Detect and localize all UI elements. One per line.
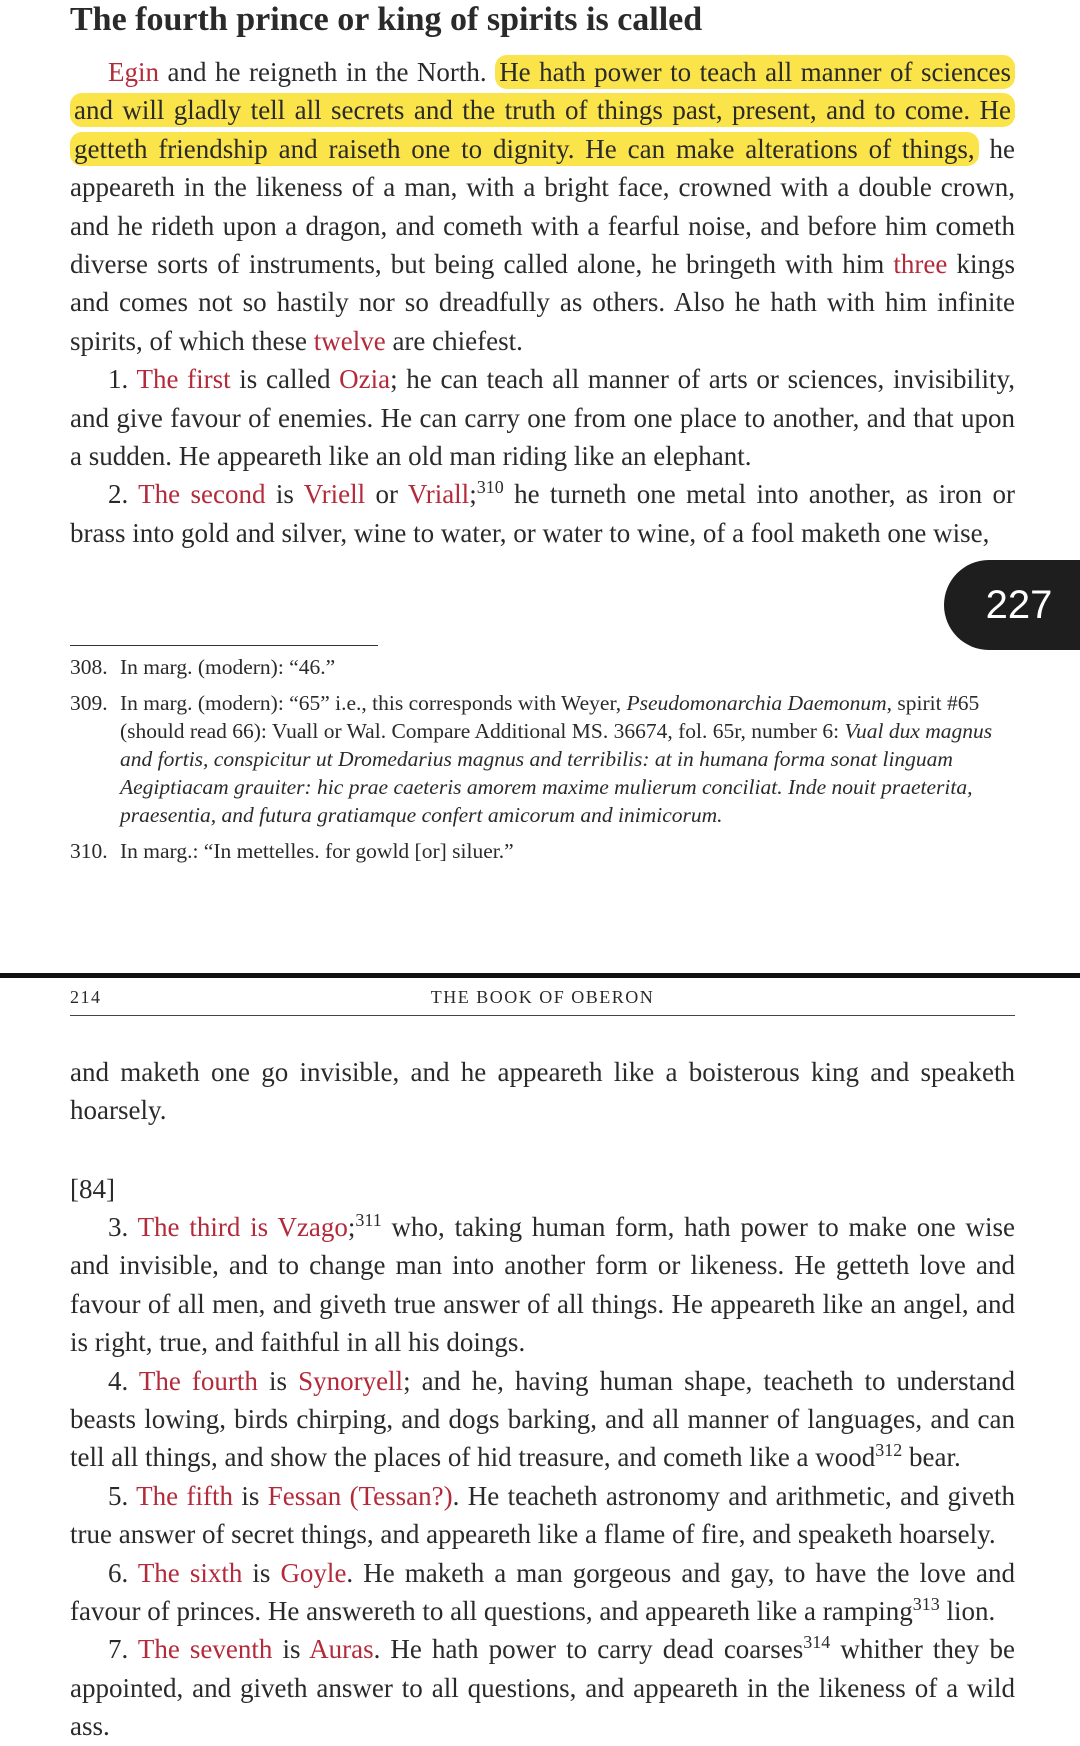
bottom-body-text [70, 1208, 1015, 1746]
list-item: 5. The fifth is Fessan (Tessan?). He teacheth astronomy and arithmetic, and giveth true answer of secret things, and appeareth like a flame of fire, and speaketh hoarsely. [70, 1480, 1016, 1550]
page-divider [0, 973, 1080, 978]
footnote-308: 308. In marg. (modern): “46.” [70, 655, 336, 679]
ordinal-link[interactable]: The first [136, 364, 231, 395]
list-item: 6. The sixth is Goyle. He maketh a man gorgeous and gay, to have the love and favour of princes. He answereth to all questions, and appeareth like a ramping$^{313}$ lion. [70, 1557, 1015, 1627]
paragraph-egin: Egin and he reigneth in the North. He hath power to teach all manner of sciences and will gladly tell all secrets and the truth of things past, present, and to come. He getteth friendship and raiseth one to dignity. He can make alterations of things, he appeareth in the likeness of a man, with a bright face, crowned with a double crown, and he rideth upon a dragon, and cometh with a fearful noise, and before him cometh diverse sorts of instruments, but being called alone, he bringeth with him three kings and comes not so hastily nor so dreadfully as others. Also he hath with him infinite spirits, of which these twelve are chiefest. [70, 57, 1016, 356]
top-body-text [70, 53, 1015, 552]
book-title: THE BOOK OF OBERON [430, 987, 655, 1007]
list-item: 3. The third is Vzago;$^{311}$ who, taking human form, hath power to make one wise and invisible, and to change man into another form or likeness. He getteth love and favour of all men, and giveth true answer of all things. He appeareth like an angel, and is right, true, and faithful in all his doings. [70, 1210, 1016, 1358]
highlighted-text[interactable]: He hath power to teach all manner of sciences and will gladly tell all secrets and the truth of things past, present, and to come. He getteth friendship and raiseth one to dignity. He can make alterations of things, [70, 55, 1015, 166]
list-item: 2. The second is Vriell or Vriall;$^{310}$ he turneth one metal into another, as iron or brass into gold and silver, wine to water, or water to wine, of a fool maketh one wise, [70, 477, 1016, 548]
continuation-paragraph: and maketh one go invisible, and he appeareth like a boisterous king and speaketh hoarsely. [70, 1057, 1015, 1126]
running-head [70, 985, 1015, 1013]
footnote-ref[interactable]: 312 [875, 1440, 903, 1461]
spirit-name-link[interactable]: Ozia [339, 364, 391, 395]
ordinal-link[interactable]: The seventh [137, 1634, 273, 1665]
footnote-ref[interactable]: 314 [803, 1632, 831, 1653]
chapter-heading: The fourth prince or king of spirits is called [70, 1, 703, 38]
ordinal-link[interactable]: The third [137, 1212, 241, 1242]
footnote-ref[interactable]: 310 [476, 477, 504, 498]
ordinal-link[interactable]: The fourth [138, 1365, 258, 1396]
spirit-name-link[interactable]: Goyle [280, 1557, 347, 1588]
spirit-name-link[interactable]: Vriall [407, 479, 470, 510]
ordinal-link[interactable]: The second [138, 479, 266, 510]
spirit-name-link[interactable]: Egin [108, 57, 159, 87]
number-link-twelve[interactable]: twelve [313, 325, 386, 356]
footnote-310: 310. In marg.: “In mettelles. for gowld [or] siluer.” [70, 839, 514, 863]
spirit-name-link[interactable]: Vriell [303, 479, 366, 510]
list-item: 7. The seventh is Auras. He hath power to carry dead coarses$^{314}$ whither they be appointed, and giveth answer to all questions, and appeareth in the likeness of a wild ass. [70, 1632, 1015, 1742]
footnote-ref[interactable]: 313 [912, 1594, 940, 1615]
bottom-continuation [70, 1053, 1015, 1130]
section-marker: [84] [70, 1174, 115, 1204]
spirit-name-link[interactable]: Vzago [277, 1212, 348, 1242]
spirit-name-link[interactable]: Synoryell [298, 1365, 404, 1396]
spirit-name-link[interactable]: Auras [309, 1634, 374, 1665]
footnote-309: 309. In marg. (modern): “65” i.e., this corresponds with Weyer, Pseudomonarchia Daemonum, spirit #65 (should read 66): Vuall or Wal. Compare Additional MS. 36674, fol. 65r, number 6: Vual dux magnus and fortis, conspicitur ut Dromedarius magnus and terribilis: at in humana forma sonat linguam Aegiptiacam grauiter: hic prae caeteris amorem maxime mulierum conciliat. Inde nouit praeterita, praesentia, and futura gratiamque confert amicorum and inimicorum. [70, 691, 993, 827]
page-number: 214 [70, 987, 102, 1007]
spirit-name-link[interactable]: Fessan (Tessan?) [267, 1480, 453, 1511]
list-item: 4. The fourth is Synoryell; and he, having human shape, teacheth to understand beasts lowing, birds chirping, and dogs barking, and all manner of languages, and can tell all things, and show the places of hid treasure, and cometh like a wood$^{312}$ bear. [70, 1365, 1015, 1473]
ordinal-link[interactable]: The fifth [136, 1480, 233, 1511]
number-link-three[interactable]: three [893, 249, 948, 280]
footnote-divider [70, 645, 378, 646]
list-item: 1. The first is called Ozia; he can teach all manner of arts or sciences, invisibility, and give favour of enemies. He can carry one from one place to another, and that upon a sudden. He appeareth like an old man riding like an elephant. [70, 364, 1015, 472]
header-rule [70, 1015, 1015, 1016]
footnotes [70, 653, 1010, 873]
page-number-badge: 227 [944, 560, 1080, 650]
ordinal-link[interactable]: The sixth [137, 1557, 243, 1588]
footnote-ref[interactable]: 311 [355, 1210, 382, 1230]
